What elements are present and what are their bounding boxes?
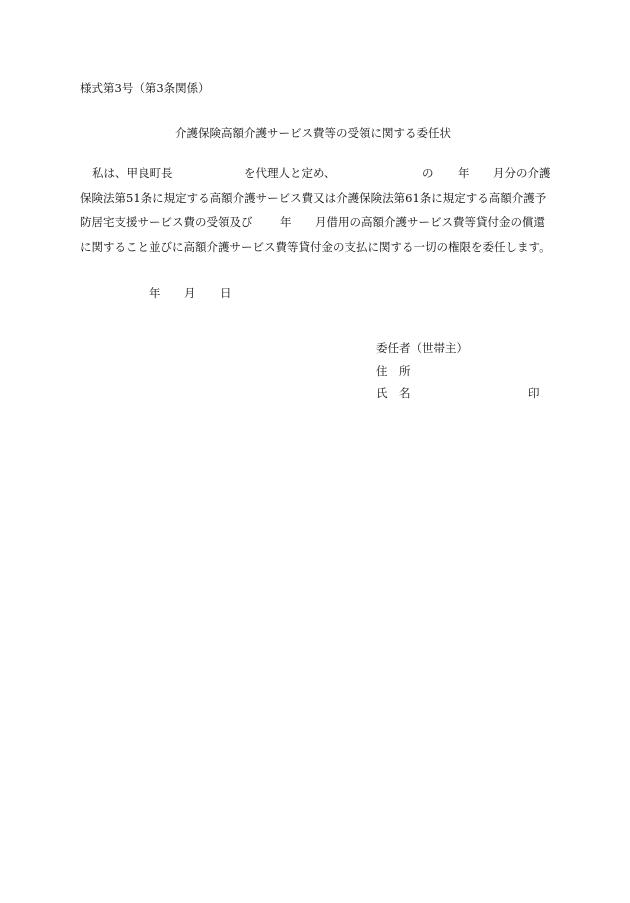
delegator-label: 委任者（世帯主） [376,341,468,355]
body-line-1-segment-b: を代理人と定め、 [244,166,336,180]
date-month-label: 月 [184,286,196,300]
body-line-2: 保険法第51条に規定する高額介護サービス費又は介護保険法第61条に規定する高額介護予 [80,191,547,205]
name-label: 氏 名 [376,386,411,400]
body-line-1-segment-e: 月分の介護 [493,166,551,180]
body-line-3 [80,215,560,229]
address-label: 住 所 [376,364,411,378]
date-line [0,286,630,300]
body-line-1-segment-a: 私は、甲良町長 [92,166,173,180]
body-line-3-segment-c: 月借用の高額介護サービス費等貸付金の償還 [315,215,545,229]
date-day-label: 日 [220,286,232,300]
body-line-3-segment-b: 年 [280,215,292,229]
body-line-3-segment-a: 防居宅支援サービス費の受領及び [80,215,253,229]
body-line-1-segment-c: の [422,166,434,180]
form-number-label: 様式第3号（第3条関係） [80,81,210,95]
body-line-4: に関すること並びに高額介護サービス費等貸付金の支払に関する一切の権限を委任します。 [80,240,551,254]
date-year-label: 年 [149,286,161,300]
document-title: 介護保険高額介護サービス費等の受領に関する委任状 [175,126,451,140]
seal-mark: 印 [528,386,540,400]
body-line-1 [80,166,560,180]
body-line-1-segment-d: 年 [458,166,470,180]
